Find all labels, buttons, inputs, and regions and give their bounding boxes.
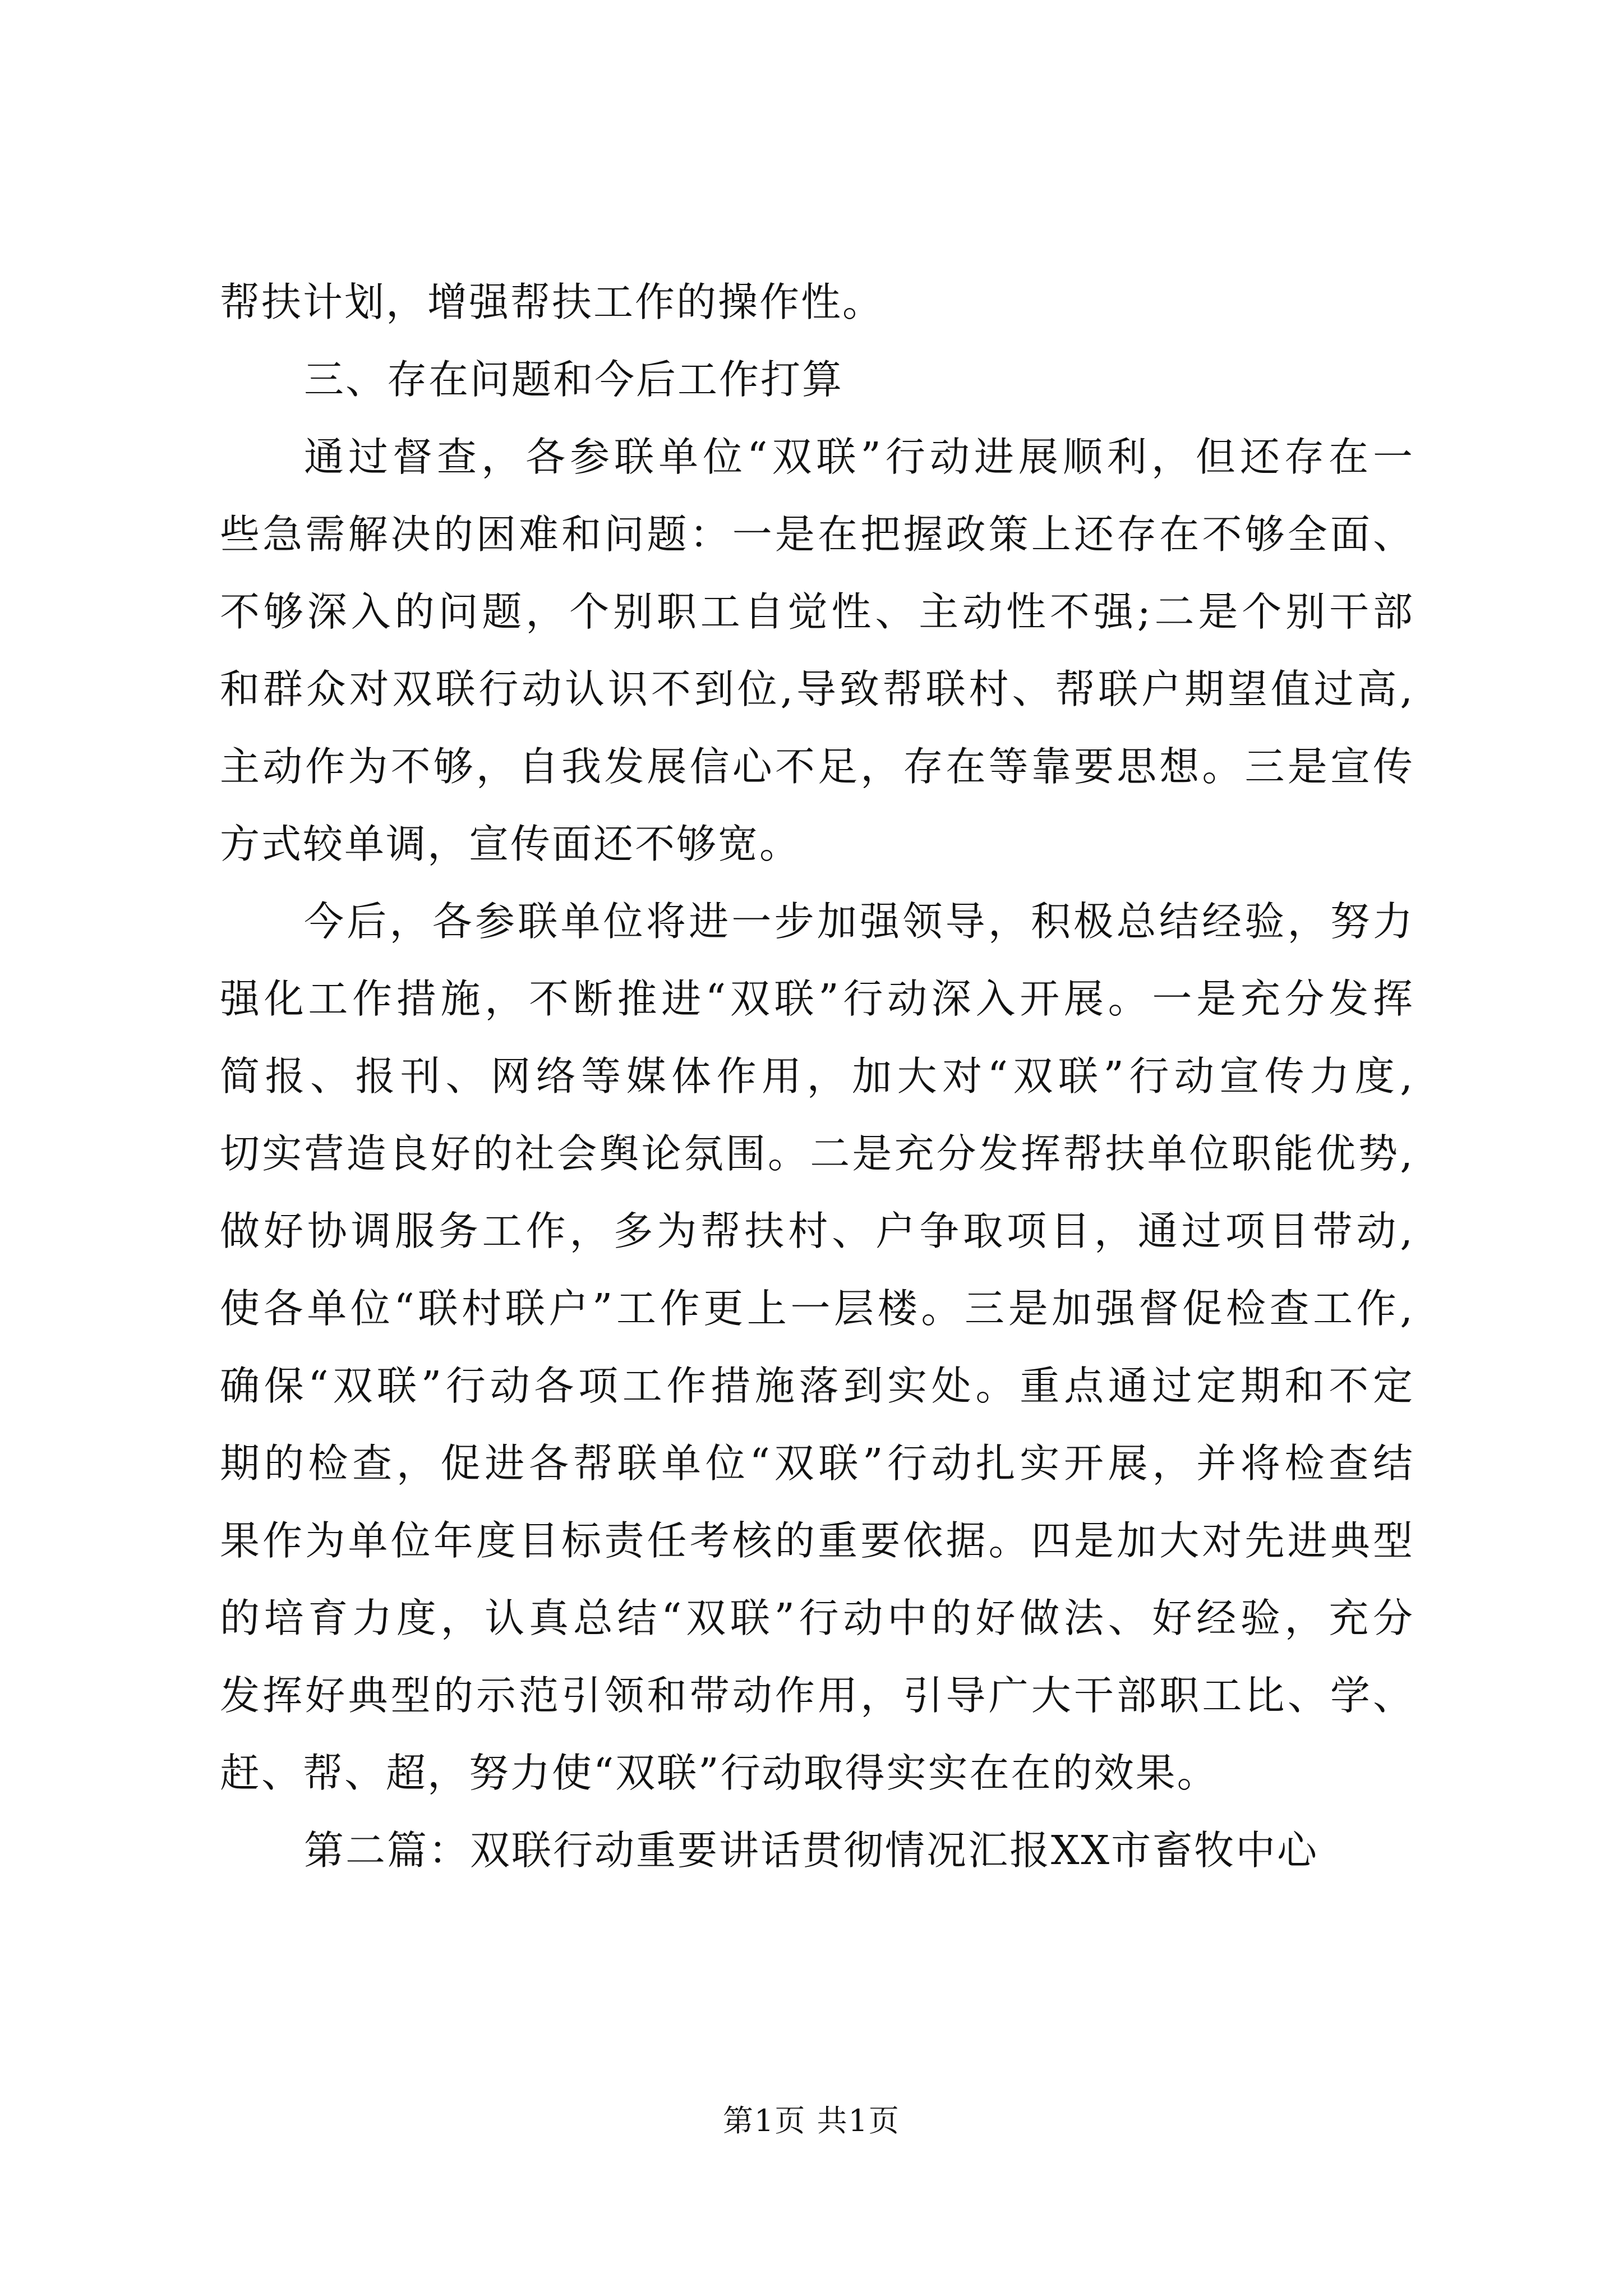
text-line-8: 方式较单调，宣传面还不够宽。	[220, 821, 801, 867]
section-heading: 三、存在问题和今后工作打算	[304, 356, 844, 403]
text-line-5: 不够深入的问题，个别职工自觉性、主动性不强;二是个别干部	[220, 588, 1414, 635]
text-line-3: 通过督查，各参联单位“双联”行动进展顺利，但还存在一	[304, 434, 1414, 480]
text-line-18: 的培育力度，认真总结“双联”行动中的好做法、好经验，充分	[220, 1595, 1414, 1641]
text-line-10: 强化工作措施，不断推进“双联”行动深入开展。一是充分发挥	[220, 976, 1414, 1022]
text-line-16: 期的检查，促进各帮联单位“双联”行动扎实开展，并将检查结	[220, 1440, 1414, 1487]
text-line-15: 确保“双联”行动各项工作措施落到实处。重点通过定期和不定	[220, 1363, 1414, 1409]
text-line-19: 发挥好典型的示范引领和带动作用，引导广大干部职工比、学、	[220, 1672, 1414, 1719]
text-line-6: 和群众对双联行动认识不到位,导致帮联村、帮联户期望值过高,	[220, 666, 1414, 712]
text-line-1: 帮扶计划，增强帮扶工作的操作性。	[220, 279, 884, 325]
text-line-4: 些急需解决的困难和问题：一是在把握政策上还存在不够全面、	[220, 511, 1414, 558]
text-line-11: 简报、报刊、网络等媒体作用，加大对“双联”行动宣传力度,	[220, 1053, 1414, 1099]
text-line-20: 赶、帮、超，努力使“双联”行动取得实实在在的效果。	[220, 1750, 1219, 1796]
chapter-heading: 第二篇：双联行动重要讲话贯彻情况汇报XX市畜牧中心	[304, 1827, 1319, 1874]
text-line-12: 切实营造良好的社会舆论氛围。二是充分发挥帮扶单位职能优势,	[220, 1130, 1414, 1177]
text-line-7: 主动作为不够，自我发展信心不足，存在等靠要思想。三是宣传	[220, 743, 1414, 790]
text-line-13: 做好协调服务工作，多为帮扶村、户争取项目，通过项目带动,	[220, 1208, 1414, 1254]
text-line-17: 果作为单位年度目标责任考核的重要依据。四是加大对先进典型	[220, 1517, 1414, 1564]
page-number: 第1页 共1页	[723, 2103, 900, 2138]
document-body	[220, 264, 1414, 1889]
text-line-14: 使各单位“联村联户”工作更上一层楼。三是加强督促检查工作,	[220, 1285, 1414, 1332]
text-line-9: 今后，各参联单位将进一步加强领导，积极总结经验，努力	[304, 898, 1414, 945]
